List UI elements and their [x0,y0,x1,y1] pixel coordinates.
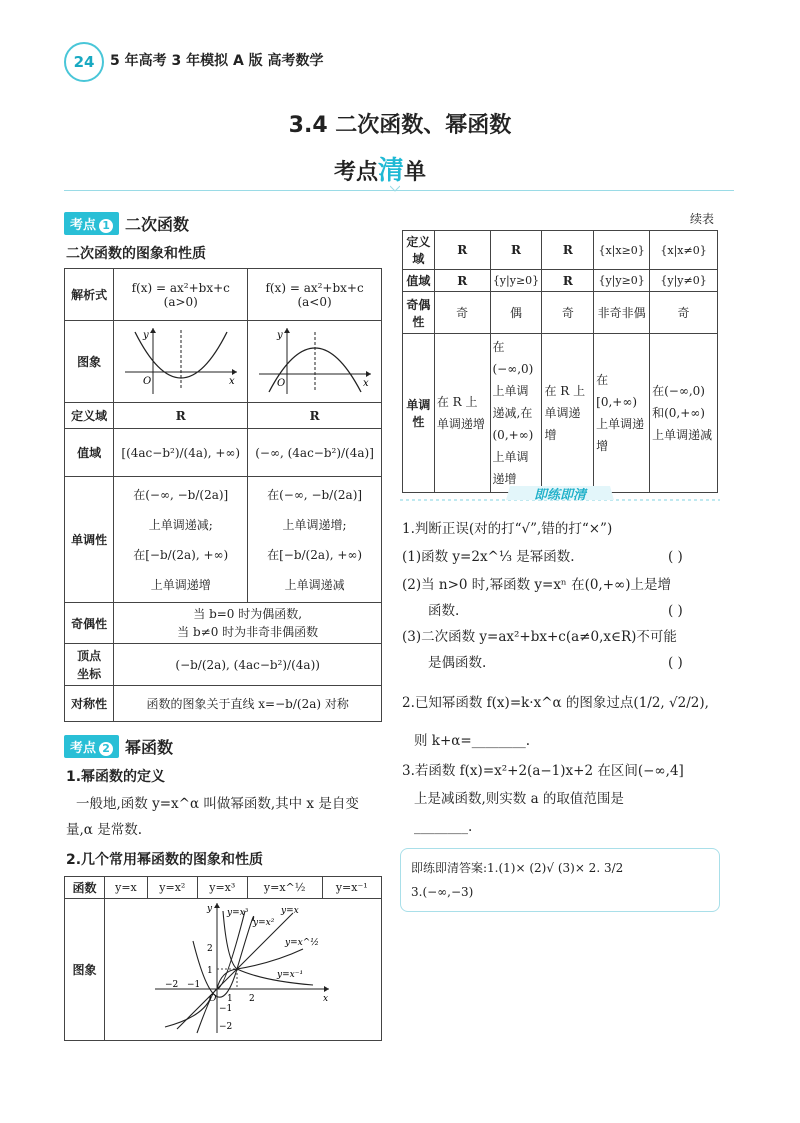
col1-mono2: 上单调递减; [148,517,213,532]
col1-expr-text: f(x) = ax²+bx+c [131,280,230,295]
props-label-parity: 奇偶性 [403,292,435,334]
section-banner [334,150,426,187]
col1-mono [114,477,248,603]
kd2-title: 幂函数 [125,738,174,757]
kd2-tag-text: 考点 [70,741,97,756]
col1-mono3: 在[−b/(2a), +∞) [133,547,229,562]
power-table-head [65,877,382,899]
tick-y2: 2 [207,944,213,954]
row-mono [65,477,382,603]
range-1: {y|y≥0} [490,270,542,292]
kd1-tag-num: 1 [99,219,113,233]
parabola-down-graph [255,324,375,396]
col2-domain: R [248,403,382,429]
series-title: 5 年高考 3 年模拟 A 版 高考数学 [110,53,324,69]
row-parity [65,603,382,644]
label-origin: O [209,994,217,1004]
mono-3: 在[0,+∞)上单调递增 [594,334,650,493]
quiz-q2: 2.已知幂函数 f(x)=k·x^α 的图象过点(1/2, √2/2), [402,695,709,711]
range-4: {y|y≠0} [650,270,718,292]
range-0: R [434,270,490,292]
quadratic-table [64,268,382,722]
power-head-5: y=x⁻¹ [322,877,381,899]
kd2-sub2: 2.几个常用幂函数的图象和性质 [66,852,264,868]
kd2-heading [64,735,173,758]
quiz-q3b: 上是减函数,则实数 a 的取值范围是 [414,791,624,807]
col2-mono2: 上单调递增; [282,517,347,532]
quiz-q2b[interactable]: 则 k+α=________. [414,733,531,749]
quiz-q1a-paren[interactable]: ( ) [668,549,683,565]
vertex-cell: (−b/(2a), (4ac−b²)/(4a)) [114,644,382,686]
row-label-expr: 解析式 [65,269,114,321]
label-yxhalf: y=x^½ [285,938,319,948]
tick-xm1: −1 [187,980,201,990]
continued-label: 续表 [690,212,715,226]
kd1-tag-text: 考点 [70,218,97,233]
row-label-sym: 对称性 [65,686,114,722]
label-yx: y=x [281,906,299,916]
tick-x1: 1 [227,994,233,1004]
kd2-tag-num: 2 [99,742,113,756]
row-label-vertex [65,644,114,686]
row-vertex [65,644,382,686]
graph2-origin-label: O [276,378,285,389]
parity-cell [114,603,382,644]
power-graph-label: 图象 [65,899,105,1041]
power-head-4: y=x^½ [247,877,322,899]
mono-1: 在(−∞,0)上单调递减,在(0,+∞)上单调递增 [490,334,542,493]
range-2: R [542,270,594,292]
col2-cond: (a<0) [297,294,332,309]
row-graph [65,321,382,403]
power-table-graph-row [65,899,382,1041]
power-head-2: y=x² [147,877,197,899]
quiz-q1c2: 是偶函数. [428,655,487,671]
graph1-x-label: x [228,376,235,387]
col2-mono1: 在(−∞, −b/(2a)] [267,487,363,502]
props-label-mono: 单调性 [403,334,435,493]
row-expr [65,269,382,321]
quiz-title: 即练即清 [533,488,586,503]
sym-cell: 函数的图象关于直线 x=−b/(2a) 对称 [114,686,382,722]
row-range [65,429,382,477]
props-label-range: 值域 [403,270,435,292]
parity-line1: 当 b=0 时为偶函数, [193,607,303,621]
label-axis-x: x [323,994,329,1004]
power-graph-cell [105,899,382,1041]
mono-2: 在 R 上单调递增 [542,334,594,493]
col2-graph [248,321,382,403]
tick-xm2: −2 [165,980,179,990]
quiz-q3: 3.若函数 f(x)=x²+2(a−1)x+2 在区间(−∞,4] [402,763,684,779]
kd1-subtitle: 二次函数的图象和性质 [66,246,206,262]
tick-x2: 2 [249,994,255,1004]
quiz-q1b2: 函数. [428,603,460,619]
label-axis-y: y [207,904,213,914]
answer-line2: 3.(−∞,−3) [411,885,474,899]
label-yxinv: y=x⁻¹ [277,970,304,980]
banner-part2: 清 [378,156,405,186]
parity-line2: 当 b≠0 时为非奇非偶函数 [177,625,319,639]
col1-expr [114,269,248,321]
range-3: {y|y≥0} [594,270,650,292]
row-label-graph: 图象 [65,321,114,403]
parity-3: 非奇非偶 [594,292,650,334]
quiz-q1: 1.判断正误(对的打“√”,错的打“×”) [402,521,613,537]
tick-y1: 1 [207,966,213,976]
power-head-3: y=x³ [197,877,247,899]
quiz-q1c: (3)二次函数 y=ax²+bx+c(a≠0,x∈R)不可能 [402,629,677,645]
graph1-y-label: y [142,330,149,341]
col1-range: [(4ac−b²)/(4a), +∞) [114,429,248,477]
domain-2: R [542,231,594,270]
graph1-origin-label: O [142,376,151,387]
mono-0: 在 R 上单调递增 [434,334,490,493]
props-label-domain: 定义域 [403,231,435,270]
page-number-badge: 24 [64,42,104,82]
kd2-para1: 一般地,函数 y=x^α 叫做幂函数,其中 x 是自变 [76,796,359,812]
banner-part1: 考点 [334,160,379,185]
graph2-y-label: y [276,330,283,341]
quiz-q1c-paren[interactable]: ( ) [668,655,683,671]
col1-mono1: 在(−∞, −b/(2a)] [133,487,229,502]
props-row-mono [403,334,718,493]
col2-mono [248,477,382,603]
domain-4: {x|x≠0} [650,231,718,270]
domain-3: {x|x≥0} [594,231,650,270]
answer-box [400,848,720,912]
power-head-1: y=x [105,877,148,899]
divider-notch-icon [390,184,400,192]
col2-expr [248,269,382,321]
props-row-domain [403,231,718,270]
col1-cond: (a>0) [163,294,198,309]
col2-mono4: 上单调递减 [284,577,345,592]
row-domain [65,403,382,429]
parity-0: 奇 [434,292,490,334]
kd2-tag [64,735,119,758]
quiz-q1b: (2)当 n>0 时,幂函数 y=xⁿ 在(0,+∞)上是增 [402,577,672,593]
chapter-title: 3.4 二次函数、幂函数 [288,113,512,138]
parity-1: 偶 [490,292,542,334]
banner-part3: 单 [404,160,427,185]
row-sym [65,686,382,722]
parity-4: 奇 [650,292,718,334]
col2-mono3: 在[−b/(2a), +∞) [267,547,363,562]
col1-graph [114,321,248,403]
kd1-tag [64,212,119,235]
kd2-para2: 量,α 是常数. [66,822,142,838]
quiz-header [400,484,720,506]
row-label-range: 值域 [65,429,114,477]
kd2-sub1: 1.幂函数的定义 [66,769,166,785]
row-label-parity: 奇偶性 [65,603,114,644]
power-props-table [402,230,718,493]
graph2-x-label: x [362,378,369,389]
col2-expr-text: f(x) = ax²+bx+c [265,280,364,295]
row-label-mono: 单调性 [65,477,114,603]
kd1-title: 二次函数 [125,215,190,234]
props-row-range [403,270,718,292]
label-yx3: y=x³ [227,908,249,918]
quiz-q3c[interactable]: ________. [414,819,473,835]
row-label-domain: 定义域 [65,403,114,429]
quiz-q1b-paren[interactable]: ( ) [668,603,683,619]
row-label-vertex2: 坐标 [77,666,102,681]
answer-line1: 即练即清答案:1.(1)× (2)√ (3)× 2. 3/2 [411,861,624,875]
parity-2: 奇 [542,292,594,334]
label-yx2: y=x² [253,918,275,928]
row-label-vertex1: 顶点 [77,648,102,663]
domain-0: R [434,231,490,270]
mono-4: 在(−∞,0)和(0,+∞)上单调递减 [650,334,718,493]
col1-mono4: 上单调递增 [150,577,211,592]
tick-ym2: −2 [219,1022,233,1032]
col1-domain: R [114,403,248,429]
quiz-q1a: (1)函数 y=2x^⅓ 是幂函数. [402,549,575,565]
domain-1: R [490,231,542,270]
kd1-heading [64,212,189,235]
props-row-parity [403,292,718,334]
power-table [64,876,382,1041]
parabola-up-graph [121,324,241,396]
tick-ym1: −1 [219,1004,233,1014]
power-head-0: 函数 [65,877,105,899]
power-functions-graph [153,901,333,1035]
col2-range: (−∞, (4ac−b²)/(4a)] [248,429,382,477]
